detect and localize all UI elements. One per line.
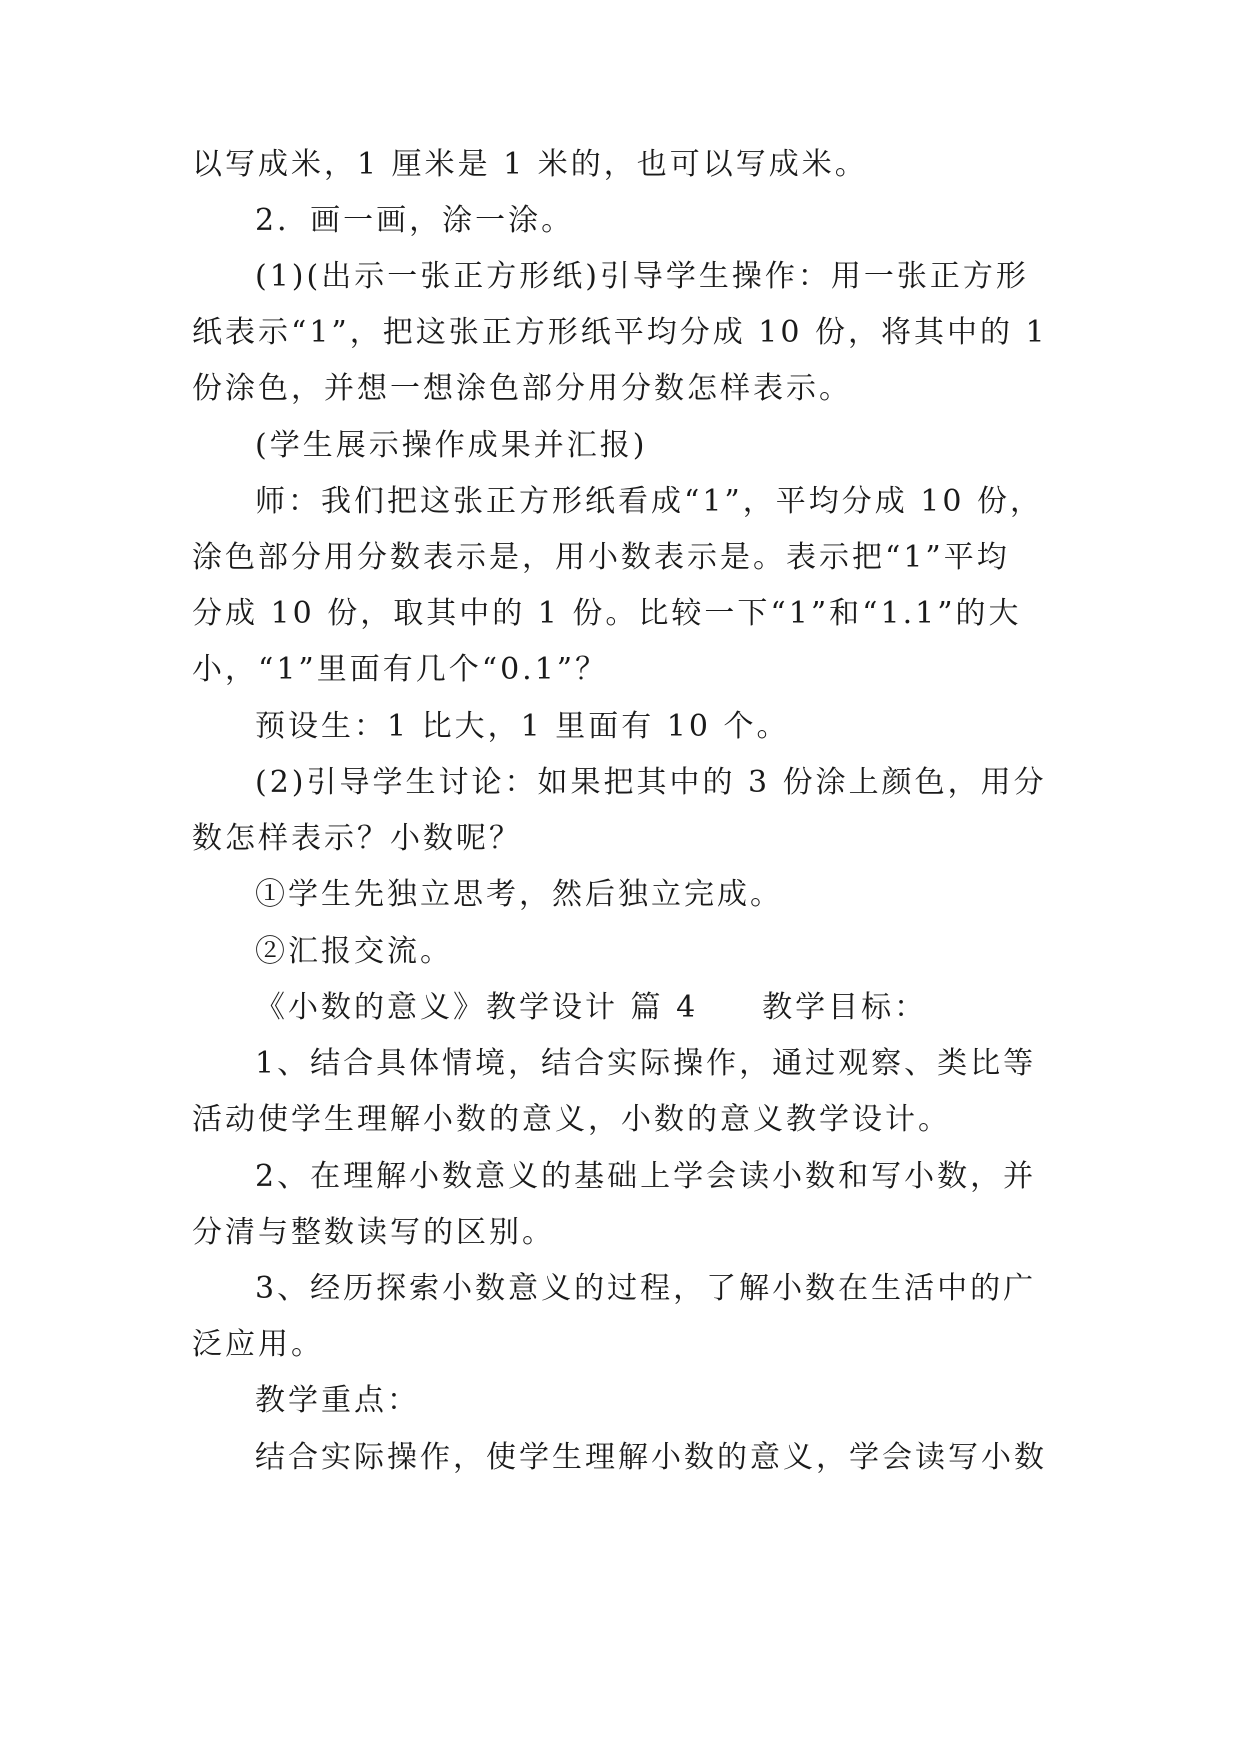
text-line: 3、经历探索小数意义的过程，了解小数在生活中的广 — [255, 1271, 1037, 1306]
text-line: (学生展示操作成果并汇报) — [255, 428, 648, 463]
text-line: 预设生：1 比大，1 里面有 10 个。 — [255, 709, 790, 744]
text-line: ①学生先独立思考，然后独立完成。 — [255, 877, 783, 912]
heading-line — [0, 988, 1241, 1028]
section-subtitle: 教学目标： — [762, 990, 928, 1025]
text-line: ②汇报交流。 — [255, 934, 453, 969]
text-line: 分清与整数读写的区别。 — [192, 1215, 555, 1250]
text-line: 活动使学生理解小数的意义，小数的意义教学设计。 — [192, 1102, 951, 1137]
text-line: (2)引导学生讨论：如果把其中的 3 份涂上颜色，用分 — [255, 765, 1047, 800]
text-line: 2．画一画，涂一涂。 — [255, 203, 575, 238]
section-title: 《小数的意义》教学设计 篇 4 — [255, 990, 699, 1025]
text-line: 泛应用。 — [192, 1327, 324, 1362]
text-line: 1、结合具体情境，结合实际操作，通过观察、类比等 — [255, 1046, 1037, 1081]
text-line: 数怎样表示？小数呢？ — [192, 821, 522, 856]
text-line: 教学重点： — [255, 1383, 420, 1418]
text-line: 分成 10 份，取其中的 1 份。比较一下“1”和“1.1”的大 — [192, 596, 1022, 631]
text-line: 涂色部分用分数表示是，用小数表示是。表示把“1”平均 — [192, 540, 1010, 575]
text-line: 以写成米，1 厘米是 1 米的，也可以写成米。 — [192, 147, 868, 182]
text-line: 纸表示“1”，把这张正方形纸平均分成 10 份，将其中的 1 — [192, 315, 1048, 350]
text-line: 份涂色，并想一想涂色部分用分数怎样表示。 — [192, 371, 852, 406]
text-line: 师：我们把这张正方形纸看成“1”，平均分成 10 份， — [255, 484, 1044, 519]
text-line: (1)(出示一张正方形纸)引导学生操作：用一张正方形 — [255, 259, 1029, 294]
text-line: 2、在理解小数意义的基础上学会读小数和写小数，并 — [255, 1159, 1037, 1194]
text-line: 结合实际操作，使学生理解小数的意义，学会读写小数 — [255, 1440, 1047, 1475]
text-line: 小，“1”里面有几个“0.1”？ — [192, 652, 609, 687]
